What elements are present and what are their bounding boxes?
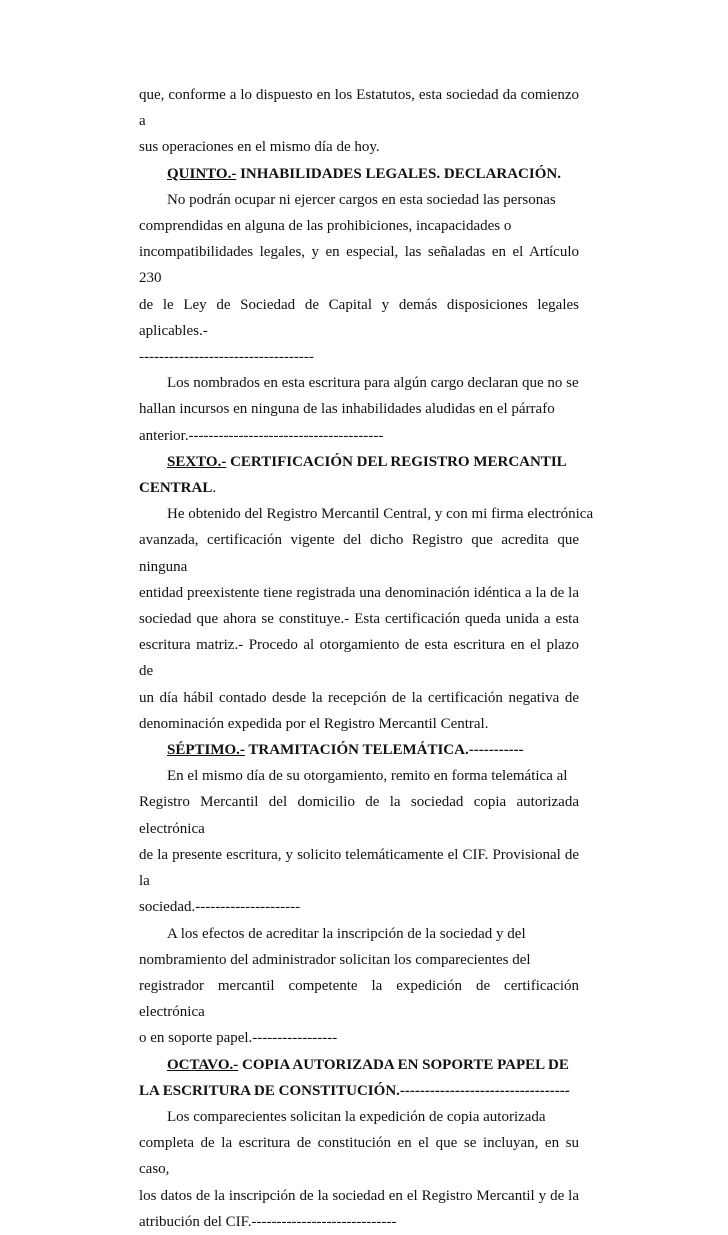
text-line: nombramiento del administrador solicitan los comparecientes del — [139, 951, 531, 968]
text-line: incompatibilidades legales, y en especial, las señaladas en el Artículo 230 — [139, 244, 579, 287]
section-title: LA ESCRITURA DE CONSTITUCIÓN.---------------------------------- — [139, 1082, 570, 1099]
text-line: los datos de la inscripción de la sociedad en el Registro Mercantil y de la — [139, 1187, 579, 1204]
section-number: SÉPTIMO.- — [167, 742, 245, 759]
text-line: ----------------------------------- — [139, 349, 314, 366]
text-line: de le Ley de Sociedad de Capital y demás disposiciones legales aplicables.- — [139, 296, 579, 339]
section-title: TRAMITACIÓN TELEMÁTICA.----------- — [244, 742, 524, 759]
text-line: comprendidas en alguna de las prohibiciones, incapacidades o — [139, 218, 512, 235]
text-line: denominación expedida por el Registro Mercantil Central. — [139, 715, 489, 732]
section-heading — [139, 1052, 579, 1078]
text-line: registrador mercantil competente la expedición de certificación electrónica — [139, 977, 579, 1021]
section-heading — [139, 737, 579, 763]
section-heading — [139, 449, 579, 475]
section-number: QUINTO.- — [167, 165, 237, 182]
text-line: un día hábil contado desde la recepción de la certificación negativa de — [139, 689, 579, 706]
text-line: avanzada, certificación vigente del dicho Registro que acredita que ninguna — [139, 532, 579, 575]
section-number: OCTAVO.- — [167, 1056, 239, 1073]
section-heading — [139, 161, 579, 187]
section-title: CERTIFICACIÓN DEL REGISTRO MERCANTIL — [226, 453, 567, 470]
text-line: He obtenido del Registro Mercantil Central, y con mi firma electrónica — [167, 506, 594, 523]
document-page — [139, 82, 594, 1235]
text-line: o en soporte papel.----------------- — [139, 1030, 338, 1047]
section-title: CENTRAL — [139, 480, 213, 497]
text-line: sociedad que ahora se constituye.- Esta certificación queda unida a esta — [139, 611, 579, 628]
text-line: A los efectos de acreditar la inscripción de la sociedad y del — [167, 925, 526, 942]
text-line: entidad preexistente tiene registrada una denominación idéntica a la de la — [139, 584, 579, 601]
text-line: Registro Mercantil del domicilio de la sociedad copia autorizada electrónica — [139, 794, 579, 837]
text-line: anterior.--------------------------------------- — [139, 427, 384, 444]
text-line: Los nombrados en esta escritura para algún cargo declaran que no se — [167, 375, 579, 392]
section-number: SEXTO.- — [167, 453, 227, 470]
text-line: escritura matriz.- Procedo al otorgamiento de esta escritura en el plazo de — [139, 637, 579, 680]
text-line: En el mismo día de su otorgamiento, remito en forma telemática al — [167, 768, 568, 785]
text-line: atribución del CIF.----------------------------- — [139, 1213, 397, 1230]
section-title: INHABILIDADES LEGALES. DECLARACIÓN. — [236, 165, 561, 182]
text-line: Los comparecientes solicitan la expedición de copia autorizada — [167, 1108, 546, 1125]
text-line: sociedad.--------------------- — [139, 899, 301, 916]
text-line: que, conforme a lo dispuesto en los Estatutos, esta sociedad da comienzo a — [139, 87, 579, 130]
text-line: de la presente escritura, y solicito telemáticamente el CIF. Provisional de la — [139, 846, 579, 890]
section-heading — [139, 475, 579, 501]
text-line: completa de la escritura de constitución en el que se incluyan, en su caso, — [139, 1135, 579, 1178]
text-line: sus operaciones en el mismo día de hoy. — [139, 139, 380, 156]
text-line: No podrán ocupar ni ejercer cargos en esta sociedad las personas — [167, 191, 556, 208]
section-title-suffix: . — [212, 480, 217, 497]
section-heading — [139, 1078, 579, 1104]
text-line: hallan incursos en ninguna de las inhabilidades aludidas en el párrafo — [139, 401, 555, 418]
section-title: COPIA AUTORIZADA EN SOPORTE PAPEL DE — [238, 1056, 569, 1073]
